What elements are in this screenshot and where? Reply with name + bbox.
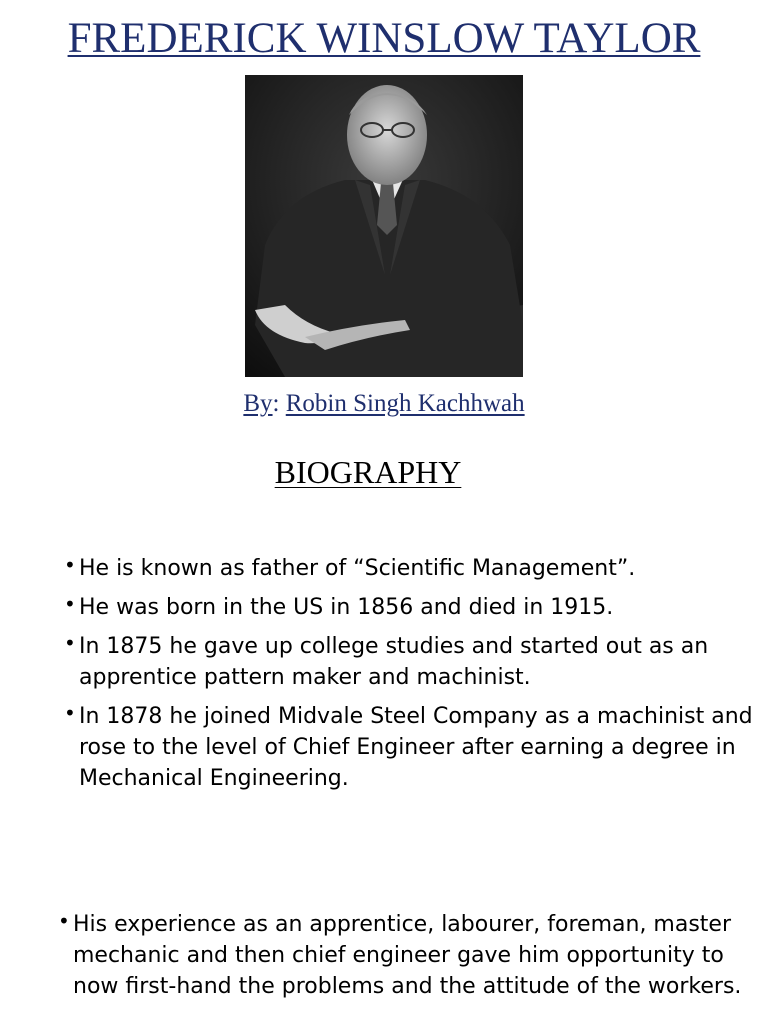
list-item: • He is known as father of “Scientific Management”.	[64, 553, 754, 584]
list-item: • In 1878 he joined Midvale Steel Company as a machinist and rose to the level of Chief Engineer after earning a degree in Mechanical Engineering.	[64, 701, 754, 794]
list-item: • His experience as an apprentice, labourer, foreman, master mechanic and then chief engineer gave him opportunity to now first-hand the problems and the attitude of the workers.	[58, 909, 758, 1002]
byline	[0, 389, 768, 419]
byline-label: By	[243, 390, 273, 417]
section-heading: BIOGRAPHY	[274, 454, 462, 490]
portrait-photo	[245, 75, 523, 377]
list-item: • He was born in the US in 1856 and died in 1915.	[64, 592, 754, 623]
page-title: FREDERICK WINSLOW TAYLOR	[67, 15, 701, 62]
bullet-list	[64, 553, 754, 802]
bullet-list-2	[58, 909, 758, 1010]
author-link[interactable]: Robin Singh Kachhwah	[285, 390, 525, 417]
byline-separator: :	[272, 390, 280, 417]
list-item: • In 1875 he gave up college studies and started out as an apprentice pattern maker and machinist.	[64, 631, 754, 693]
